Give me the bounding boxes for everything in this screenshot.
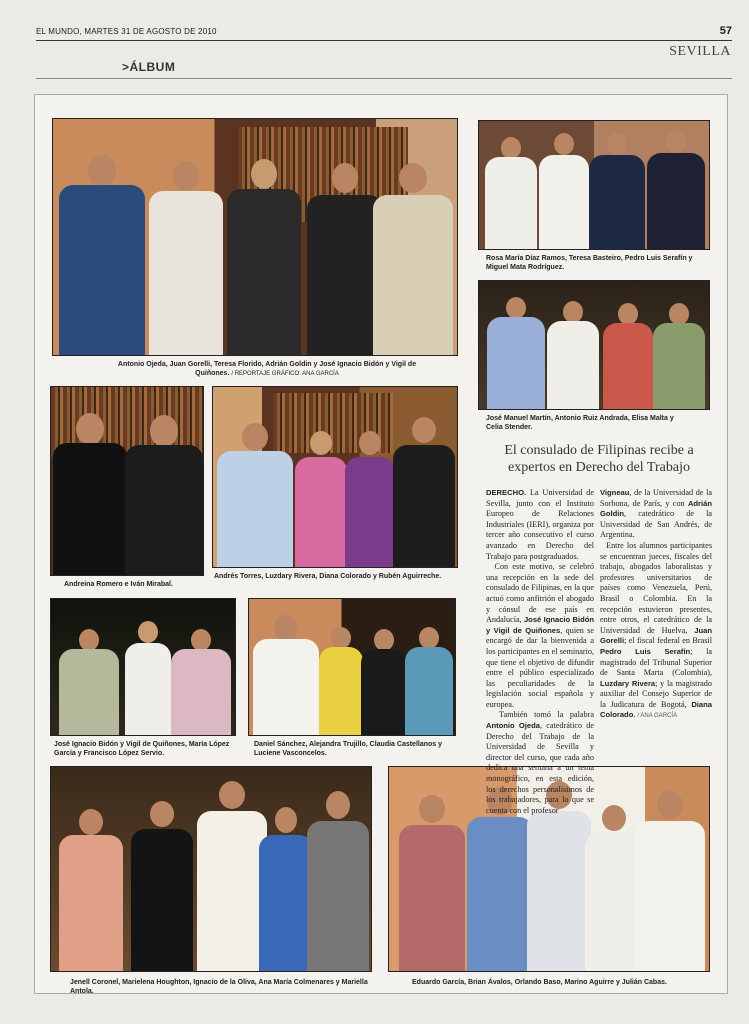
page-number: 57 [719,25,732,37]
article-column-1: DERECHO. La Universidad de Sevilla, junto con el Instituto Europeo de Relaciones Industriales (IERI), organiza por tercer año consecutivo el curso avanzado en Derecho del Trabajo para postgraduados. Con este motivo, se celebró una recepción en la sede del consulado de Filipinas, en la que actuó como anfitrión el abogado y cónsul de ese país en Andalucía, José Ignacio Bidón y Vigil de Quiñones, quien se encargó de dar la bienvenida a los participantes en el seminario, que tiene el objetivo de difundir entre el público especializado las peculiaridades de la legislación social española y europea. También tomó la palabra Antonio Ojeda, catedrático de Derecho del Trabajo de la Universidad de Sevilla y director del curso, que cada año dedica una semana a un tema monográfico, en esta edición, los derechos personalísimos de los trabajadores, para lo que se cuenta con el profesor [486,488,595,815]
photo-7-caption: Daniel Sánchez, Alejandra Trujillo, Claudia Castellanos y Luciene Vasconcelos. [254,741,443,757]
lead-word: DERECHO. [486,488,527,497]
photo-1 [52,118,458,356]
photo-4 [50,386,204,576]
photo-1-caption-text: Antonio Ojeda, Juan Gorelli, Teresa Florido, Adrián Goldin y José Ignacio Bidón y Vigil de Quiñones. [117,361,417,377]
section-title: SEVILLA [669,44,731,59]
article-credit: / ANA GARCÍA [637,713,678,720]
photo-5 [212,386,458,568]
photo-2-caption: Rosa María Díaz Ramos, Teresa Basteiro, Pedro Luis Serafín y Miguel Mata Rodríguez. [486,255,693,271]
photo-6-caption: José Ignacio Bidón y Vigil de Quiñones, María López García y Francisco López Servio. [54,741,230,757]
article-column-2: Vigneau, de la Universidad de la Sorbona, de París, y con Adrián Goldin, catedrático de la Universidad de San Andrés, de Argentina. Entre los alumnos participantes se encuentran jueces, fiscales del trabajo, abogados laboralistas y profesores universitarios de países como Venezuela, Perú, Brasil o Colombia. En la recepción estuvieron presentes, entre otros, el catedrático de la Universidad de Huelva, Juan Gorelli; el fiscal federal en Brasil Pedro Luis Serafín; la magistrado del Tribunal Superior de Santa Marta (Colombia), Luzdary Rivera; y la magistrado auxiliar del Consejo Superior de la Judicatura de Bogotá, Diana Colorado. / ANA GARCÍA [600,488,713,720]
photo-2 [478,120,710,250]
photo-3-caption: José Manuel Martín, Antonio Ruiz Andrada, Elisa Malta y Celia Stender. [486,415,674,431]
photo-7 [248,598,456,736]
photo-1-credit: / REPORTAJE GRÁFICO: ANA GARCÍA [231,371,339,377]
article-headline: El consulado de Filipinas recibe a expertos en Derecho del Trabajo [504,443,694,475]
photo-8-caption: Jenell Coronel, Marielena Houghton, Ignacio de la Oliva, Ana María Colmenares y Mariella Antola. [70,979,368,995]
photo-8 [50,766,372,972]
photo-9-caption: Eduardo García, Brian Ávalos, Orlando Baso, Marino Aguirre y Julián Cabas. [412,979,667,986]
photo-4-caption: Andreina Romero e Iván Mirabal. [64,581,173,588]
photo-3 [478,280,710,410]
photo-1-caption [102,360,432,379]
photo-5-caption: Andrés Torres, Luzdary Rivera, Diana Colorado y Rubén Aguirreche. [214,573,442,580]
issue-date: EL MUNDO, MARTES 31 DE AGOSTO DE 2010 [36,27,217,36]
sub-rule [36,78,732,79]
photo-6 [50,598,236,736]
album-label: >ÁLBUM [122,60,176,74]
top-rule [36,40,732,41]
masthead [36,24,732,40]
